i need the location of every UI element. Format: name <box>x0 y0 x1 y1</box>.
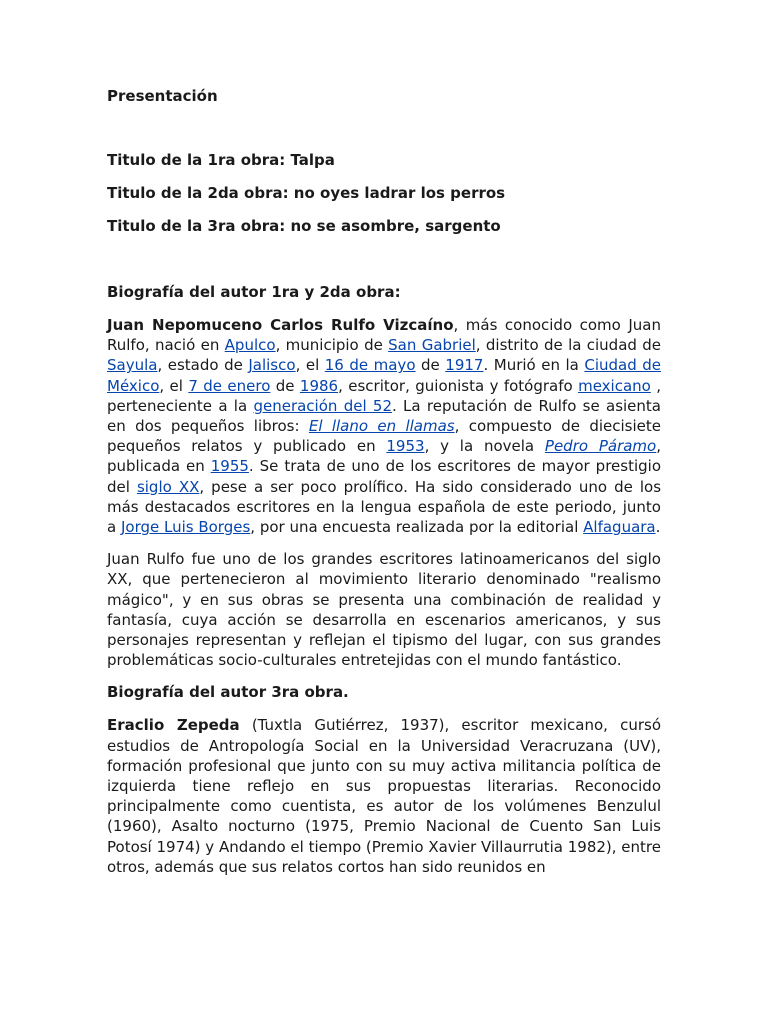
link-pedro-paramo[interactable]: Pedro Páramo <box>544 437 657 456</box>
presentation-heading: Presentación <box>107 87 218 105</box>
link-7-de-enero[interactable]: 7 de enero <box>188 376 271 395</box>
link-1917[interactable]: 1917 <box>445 356 484 375</box>
link-san-gabriel[interactable]: San Gabriel <box>388 336 476 355</box>
link-apulco[interactable]: Apulco <box>224 336 276 355</box>
author-name-zepeda: Eraclio Zepeda <box>107 716 240 735</box>
text-segment: , municipio de <box>275 336 389 355</box>
text-segment: . Se trata de uno de los escritores de mayor prestigio del <box>107 457 661 496</box>
text-segment: , distrito de la ciudad de <box>475 336 661 355</box>
link-ciudad-de-mexico[interactable]: Ciudad de México <box>107 356 662 395</box>
text-segment: , escritor, guionista y fotógrafo <box>338 376 579 395</box>
link-mexicano[interactable]: mexicano <box>578 376 651 395</box>
link-jalisco[interactable]: Jalisco <box>248 356 296 375</box>
text-segment: , publicada en <box>107 437 662 476</box>
text-segment: de <box>270 376 300 395</box>
text-segment: , estado de <box>157 356 249 375</box>
link-siglo-xx[interactable]: siglo XX <box>136 477 200 496</box>
document-page <box>107 86 661 889</box>
text-segment: , más conocido como Juan Rulfo, nació en <box>107 316 661 355</box>
author-name-rulfo: Juan Nepomuceno Carlos Rulfo Vizcaíno <box>107 316 454 334</box>
bio-rulfo-paragraph-2: Juan Rulfo fue uno de los grandes escritores latinoamericanos del siglo XX, que pertenecieron al movimiento literario denominado "realismo mágico", y en sus obras se presenta una combinación de realidad y fantasía, cuya acción se desarrolla en escenarios americanos, y sus personajes representan y reflejan el tipismo del lugar, con sus grandes problemáticas socio-culturales entretejidas con el mundo fantástico. <box>107 550 661 670</box>
text-segment: , el <box>159 376 189 395</box>
link-alfaguara[interactable]: Alfaguara <box>583 518 656 537</box>
text-segment: de <box>415 356 446 375</box>
link-1955[interactable]: 1955 <box>210 457 249 476</box>
link-sayula[interactable]: Sayula <box>107 356 158 375</box>
text-segment: . <box>655 518 661 537</box>
link-1986[interactable]: 1986 <box>299 376 339 395</box>
link-generacion-del-52[interactable]: generación del 52 <box>253 396 392 415</box>
text-segment: , compuesto de diecisiete pequeños relatos y publicado en <box>107 417 661 456</box>
text-segment: , perteneciente a la <box>107 376 661 415</box>
title-work-1: Titulo de la 1ra obra: Talpa <box>107 151 335 169</box>
title-work-3: Titulo de la 3ra obra: no se asombre, sargento <box>107 217 501 235</box>
text-segment: , pese a ser poco prolífico. Ha sido considerado uno de los más destacados escritores en la lengua española de este periodo, junto a <box>107 477 662 537</box>
text-segment: , el <box>295 356 325 375</box>
text-segment: (Tuxtla Gutiérrez, 1937), escritor mexicano, cursó estudios de Antropología Social en la Universidad Veracruzana (UV), formación profesional que junto con su muy activa militancia política de izquierda tiene reflejo en sus propuestas literarias. Reconocido principalmente como cuentista, es autor de los volúmenes Benzulul (1960), Asalto nocturno (1975, Premio Nacional de Cuento San Luis Potosí 1974) y Andando el tiempo (Premio Xavier Villaurrutia 1982), entre otros, además que sus relatos cortos han sido reunidos en <box>107 716 661 876</box>
bio-rulfo-heading: Biografía del autor 1ra y 2da obra: <box>107 283 401 301</box>
bio-zepeda-heading: Biografía del autor 3ra obra. <box>107 683 349 702</box>
link-jorge-luis-borges[interactable]: Jorge Luis Borges <box>120 518 251 537</box>
text-segment: , y la novela <box>424 437 545 456</box>
text-segment: . La reputación de Rulfo se asienta en dos pequeños libros: <box>107 396 661 436</box>
bio-rulfo-paragraph-1 <box>107 315 661 537</box>
link-1953[interactable]: 1953 <box>386 437 425 456</box>
text-segment: , por una encuesta realizada por la editorial <box>250 518 584 537</box>
text-segment: . Murió en la <box>483 356 585 375</box>
title-work-2: Titulo de la 2da obra: no oyes ladrar los perros <box>107 184 506 202</box>
bio-zepeda-paragraph-1 <box>107 715 661 877</box>
link-16-de-mayo[interactable]: 16 de mayo <box>324 356 416 375</box>
link-el-llano-en-llamas[interactable]: El llano en llamas <box>308 417 455 436</box>
